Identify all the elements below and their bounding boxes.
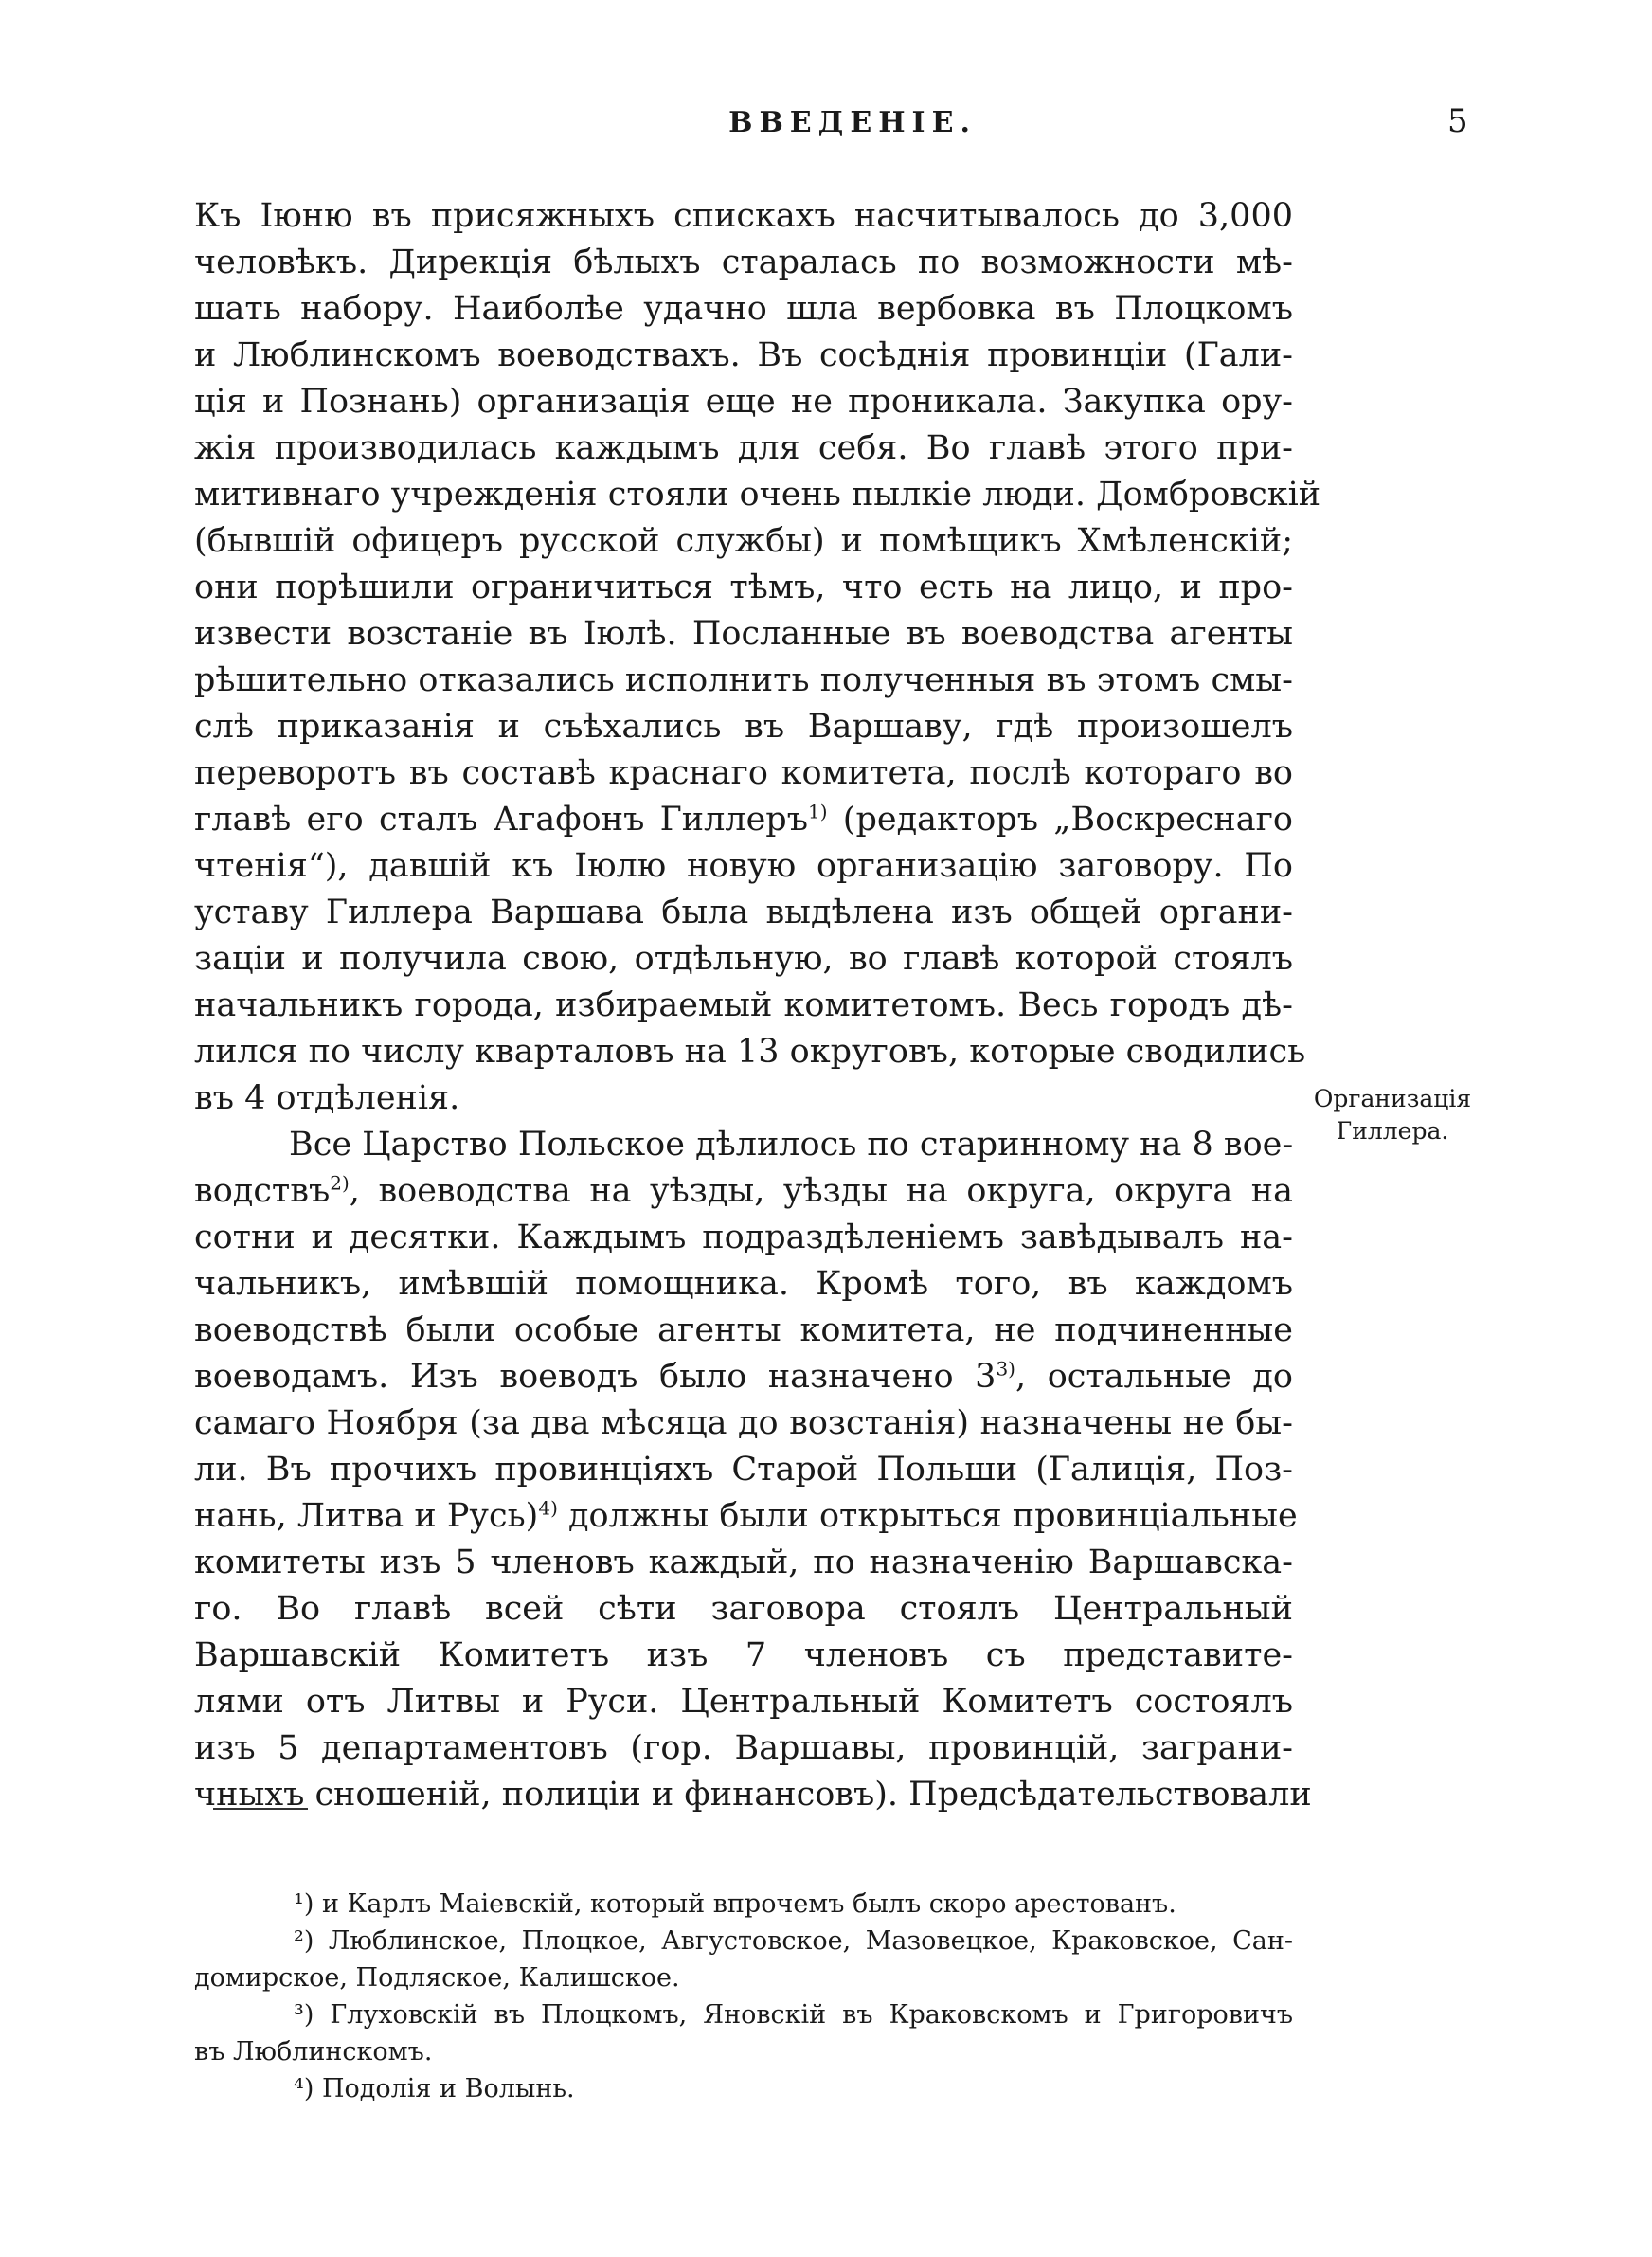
text-line-main: чныхъ сношеній, полиціи и финансовъ). Предсѣдательствовали <box>194 1776 1312 1814</box>
text-line <box>194 1400 1293 1447</box>
text-line-main: го. Во главѣ всей сѣти заговора стоялъ Центральный <box>194 1590 1293 1628</box>
footnote-line: домирское, Подляское, Калишское. <box>194 1963 680 1993</box>
text-line-main: чтенія“), давшій къ Іюлю новую организацію заговору. По <box>194 847 1293 885</box>
text-line <box>194 936 1293 983</box>
footnote-ref: 4) <box>538 1496 558 1520</box>
text-line <box>194 379 1293 425</box>
text-line-main: чальникъ, имѣвшій помощника. Кромѣ того, въ каждомъ <box>194 1265 1293 1303</box>
footnote-line: въ Люблинскомъ. <box>194 2037 433 2067</box>
text-line-main: изъ 5 департаментовъ (гор. Варшавы, провинцій, заграни- <box>194 1729 1293 1767</box>
text-line <box>194 843 1293 890</box>
margin-note <box>1298 1083 1487 1147</box>
text-line <box>194 1679 1293 1725</box>
footnote-ref: 1) <box>807 800 828 823</box>
text-line-main: человѣкъ. Дирекція бѣлыхъ старалась по возможности мѣ- <box>194 244 1293 281</box>
text-line <box>194 658 1293 704</box>
text-line <box>194 1493 1298 1540</box>
footnote-line: ⁴) Подолія и Волынь. <box>294 2074 575 2104</box>
text-line-main: заціи и получила свою, отдѣльную, во главѣ которой стоялъ <box>194 940 1293 978</box>
text-line <box>194 983 1293 1029</box>
footnote-ref: 2) <box>330 1171 350 1195</box>
text-line <box>194 1586 1293 1633</box>
text-line <box>194 193 1293 240</box>
text-line <box>194 1772 1312 1818</box>
text-line-main: лями отъ Литвы и Руси. Центральный Комитетъ состоялъ <box>194 1683 1293 1721</box>
text-line-main: слѣ приказанія и съѣхались въ Варшаву, гдѣ произошелъ <box>194 708 1293 746</box>
text-line-main: они порѣшили ограничиться тѣмъ, что есть на лицо, и про- <box>194 569 1293 606</box>
text-line-main: извести возстаніе въ Іюлѣ. Посланные въ воеводства агенты <box>194 615 1293 653</box>
margin-note-line: Организація <box>1313 1085 1472 1112</box>
text-line-main: уставу Гиллера Варшава была выдѣлена изъ общей органи- <box>194 894 1293 931</box>
main-text <box>194 193 1321 1818</box>
text-line-tail: , воеводства на уѣзды, уѣзды на округа, округа на <box>349 1172 1293 1210</box>
page-header <box>0 102 1652 159</box>
text-line-tail: , остальные до <box>1015 1358 1294 1396</box>
text-line <box>194 1261 1293 1308</box>
text-line <box>194 1725 1293 1772</box>
text-line-tail: (редакторъ „Воскреснаго <box>827 801 1293 839</box>
footnotes <box>194 1886 1293 2107</box>
text-line-main: водствъ <box>194 1172 331 1210</box>
text-line-main: лился по числу кварталовъ на 13 округовъ, которые сводились <box>194 1033 1306 1071</box>
text-line <box>194 286 1293 333</box>
text-line-main: главѣ его сталъ Агафонъ Гиллеръ <box>194 801 808 839</box>
text-line-main: ція и Познань) организація еще не проникала. Закупка ору- <box>194 383 1293 421</box>
text-line-main: (бывшій офицеръ русской службы) и помѣщикъ Хмѣленскій; <box>194 522 1293 560</box>
text-line <box>194 1029 1306 1075</box>
text-line-main: рѣшительно отказались исполнить полученныя въ этомъ смы- <box>194 661 1293 699</box>
page-number: 5 <box>1447 102 1468 140</box>
text-line <box>194 890 1293 936</box>
text-line <box>194 797 1293 843</box>
text-line <box>194 704 1293 750</box>
text-line-main: начальникъ города, избираемый комитетомъ. Весь городъ дѣ- <box>194 986 1293 1024</box>
text-line-main: шать набору. Наиболѣе удачно шла вербовка въ Плоцкомъ <box>194 290 1293 328</box>
footnote-line: ¹) и Карлъ Маіевскій, который впрочемъ былъ скоро арестованъ. <box>294 1889 1176 1919</box>
text-line-main: сотни и десятки. Каждымъ подраздѣленіемъ завѣдывалъ на- <box>194 1219 1293 1256</box>
running-title: ВВЕДЕНІЕ. <box>728 106 977 139</box>
text-line-main: нань, Литва и Русь) <box>194 1497 539 1535</box>
text-line <box>194 750 1293 797</box>
footnote-line: ³) Глуховскій въ Плоцкомъ, Яновскій въ Краковскомъ и Григоровичъ <box>294 2000 1293 2030</box>
text-line-main: комитеты изъ 5 членовъ каждый, по назначенію Варшавска- <box>194 1544 1293 1581</box>
text-line <box>194 1168 1293 1215</box>
text-line <box>194 1122 1293 1168</box>
text-line <box>194 1354 1293 1400</box>
text-line <box>194 518 1293 565</box>
text-line <box>194 240 1293 286</box>
margin-note-line: Гиллера. <box>1336 1117 1449 1145</box>
text-line-main: и Люблинскомъ воеводствахъ. Въ сосѣднія провинціи (Гали- <box>194 336 1293 374</box>
text-line <box>194 1308 1293 1354</box>
footnote-ref: 3) <box>996 1357 1015 1381</box>
footnote-separator <box>213 1808 308 1810</box>
text-line-main: воеводствѣ были особые агенты комитета, не подчиненные <box>194 1311 1293 1349</box>
text-line-main: жія производилась каждымъ для себя. Во главѣ этого при- <box>194 429 1293 467</box>
footnote-line: ²) Люблинское, Плоцкое, Августовское, Мазовецкое, Краковское, Сан- <box>294 1926 1293 1956</box>
text-line-main: ли. Въ прочихъ провинціяхъ Старой Польши (Галиція, Поз- <box>194 1451 1293 1489</box>
text-line <box>194 1215 1293 1261</box>
text-line <box>194 1540 1293 1586</box>
text-line-main: воеводамъ. Изъ воеводъ было назначено 3 <box>194 1358 997 1396</box>
text-line-main: Варшавскій Комитетъ изъ 7 членовъ съ представите- <box>194 1636 1293 1674</box>
text-line <box>194 333 1293 379</box>
text-line <box>194 1633 1293 1679</box>
text-line-main: Все Царство Польское дѣлилось по старинному на 8 вое- <box>289 1126 1294 1164</box>
text-line-tail: должны были открыться провинціальные <box>557 1497 1298 1535</box>
text-line-main: самаго Ноября (за два мѣсяца до возстанія) назначены не бы- <box>194 1404 1293 1442</box>
text-line-main: митивнаго учрежденія стояли очень пылкіе люди. Домбровскій <box>194 476 1321 514</box>
text-line <box>194 565 1293 611</box>
text-line <box>194 425 1293 472</box>
text-line <box>194 611 1293 658</box>
text-line-main: переворотъ въ составѣ краснаго комитета, послѣ котораго во <box>194 754 1293 792</box>
text-line-main: въ 4 отдѣленія. <box>194 1079 460 1117</box>
text-line-main: Къ Іюню въ присяжныхъ спискахъ насчитывалось до 3,000 <box>194 197 1293 235</box>
text-line <box>194 1075 1293 1122</box>
text-line <box>194 1447 1293 1493</box>
text-line <box>194 472 1321 518</box>
